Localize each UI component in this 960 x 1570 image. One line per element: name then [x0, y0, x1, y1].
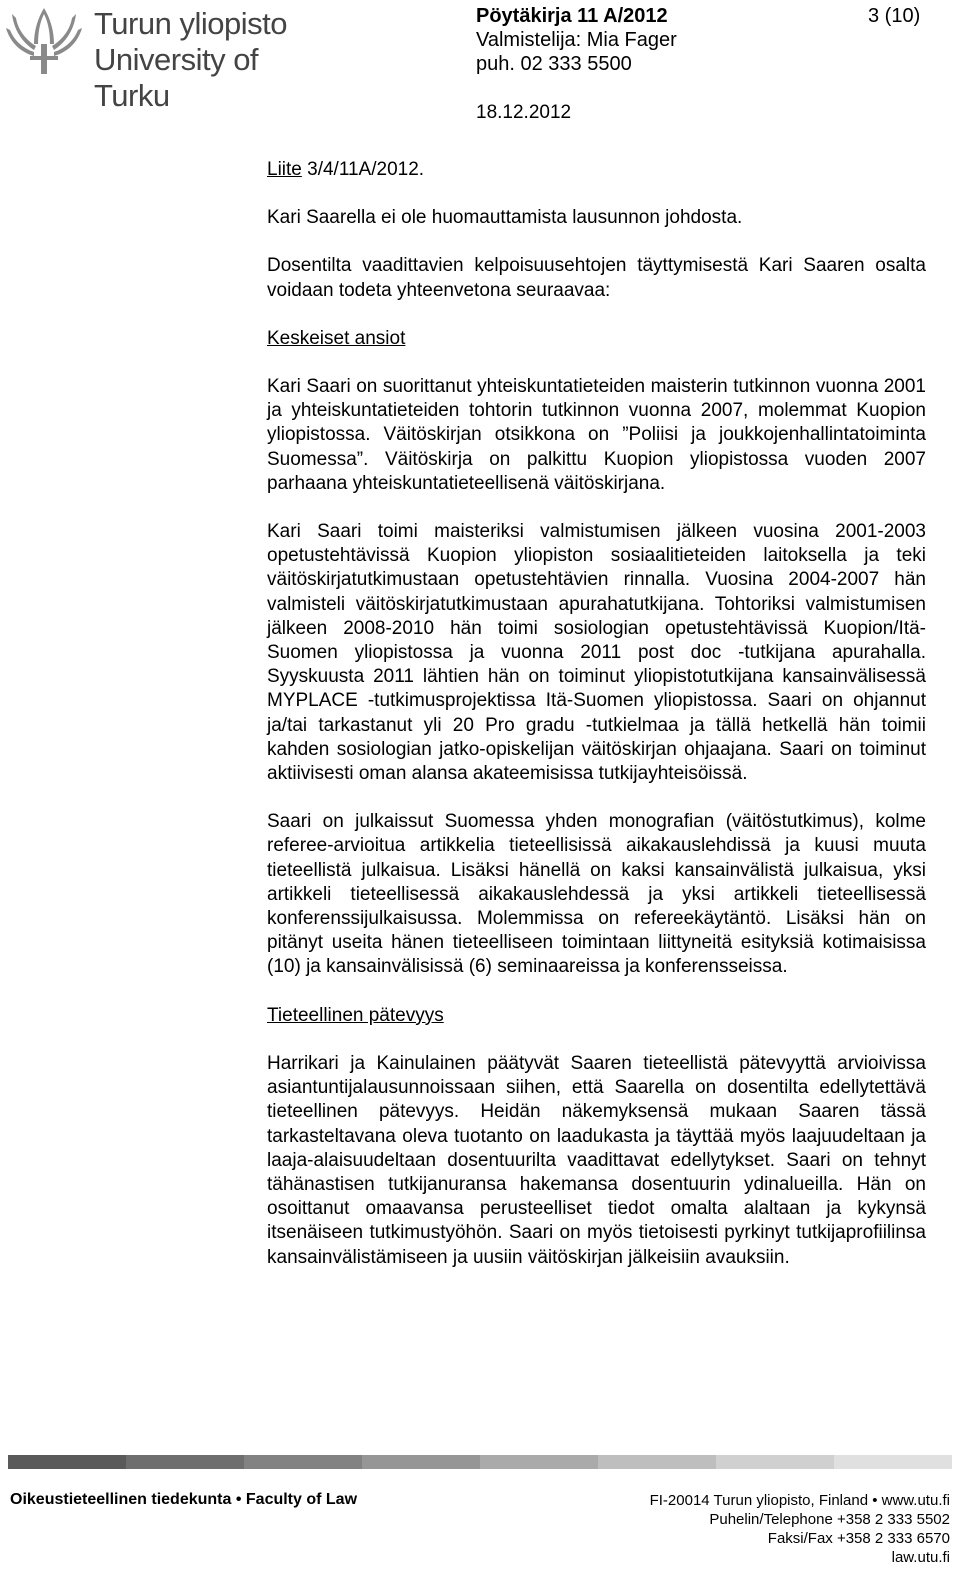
paragraph-4: Kari Saari toimi maisteriksi valmistumisen jälkeen vuosina 2001-2003 opetustehtävissä Kuopion yliopiston sosiaalitieteiden laitoksella ja teki väitöskirjatutkimustaan opetustehtävien rinnalla. Vuosina 2004-2007 hän valmisteli väitöskirjatutkimustaan apurahatutkijana. Tohtoriksi valmistumisen jälkeen 2008-2010 hän toimi sosiologian opetustehtävissä Kuopion/Itä-Suomen yliopistossa ja vuonna 2011 post doc -tutkijana apurahalla. Syyskuusta 2011 lähtien hän on toiminut yliopistotutkijana kansainvälisessä MYPLACE -tutkimusprojektissa Itä-Suomen yliopistossa. Saari on ohjannut ja/tai tarkastanut yli 20 Pro gradu -tutkielmaa ja tällä hetkellä hän toimii kahden sosiologian jatko-opiskelijan väitöskirjan ohjaajana. Saari on toiminut aktiivisesti oman alansa akateemisissa tutkijayhteisöissä.: [267, 521, 926, 785]
paragraph-2: Dosentilta vaadittavien kelpoisuusehtojen täyttymisestä Kari Saaren osalta voidaan todeta yhteenvetona seuraavaa:: [267, 255, 926, 301]
preparer: Valmistelija: Mia Fager: [476, 29, 677, 51]
footer-bar-segment: [362, 1455, 480, 1469]
heading-keskeiset-ansiot: Keskeiset ansiot: [267, 327, 406, 349]
footer-gradient-bar: [8, 1455, 952, 1469]
footer-bar-segment: [598, 1455, 716, 1469]
footer-fax: Faksi/Fax +358 2 333 6570: [767, 1530, 950, 1547]
document-date: 18.12.2012: [476, 102, 572, 123]
logo-line-1: Turun yliopisto: [94, 6, 287, 41]
page-number: 3 (10): [868, 5, 921, 27]
paragraph-6: Harrikari ja Kainulainen päätyvät Saaren tieteellistä pätevyyttä arvioivissa asiantuntijalausunnoissaan siihen, että Saarella on dosentilta edellytettävä tieteellinen pätevyys. Heidän näkemyksensä mukaan Saaren tässä tarkasteltavana oleva tuotanto on laadukasta ja täyttää myös laajuudeltaan ja laaja-alaisuudeltaan dosentuurilta vaadittavat edellytykset. Saari on tehnyt tähänastisen tutkijanuransa hakemansa dosentuurin ydinalueilla. Hän on osoittanut omaavansa perusteelliset tiedot omalta alaltaan ja kykynsä itsenäiseen tutkimustyöhön. Saari on myös tietoisesti pyrkinyt tutkijaprofiilinsa kansainvälistämiseen ja uusiin väitöskirjan jälkeisiin avauksiin.: [267, 1052, 926, 1268]
heading-tieteellinen-patevyys: Tieteellinen pätevyys: [267, 1004, 444, 1026]
paragraph-3: Kari Saari on suorittanut yhteiskuntatieteiden maisterin tutkinnon vuonna 2001 ja yhteiskuntatieteiden tohtorin tutkinnon vuonna 2007, molemmat Kuopion yliopistossa. Väitöskirjan otsikkona on ”Poliisi ja joukkojenhallintatoiminta Suomessa”. Väitöskirja on palkittu Kuopion yliopistossa vuoden 2007 parhaana yhteiskuntatieteellisenä väitöskirjana.: [267, 376, 926, 494]
footer-bar-segment: [716, 1455, 834, 1469]
footer-bar-segment: [8, 1455, 126, 1469]
attachment-link[interactable]: Liite: [267, 159, 302, 180]
document-body: [267, 158, 926, 1270]
university-logo: [4, 4, 304, 113]
attachment-reference: 3/4/11A/2012.: [301, 159, 425, 180]
footer-web[interactable]: law.utu.fi: [891, 1549, 950, 1566]
footer-faculty: Oikeustieteellinen tiedekunta • Faculty of Law: [10, 1491, 358, 1508]
footer-bar-segment: [480, 1455, 598, 1469]
logo-line-2: University of Turku: [94, 42, 259, 113]
header-info: [476, 4, 677, 76]
footer-phone: Puhelin/Telephone +358 2 333 5502: [709, 1511, 950, 1528]
logo-text: [94, 6, 304, 114]
footer-contact: [650, 1491, 950, 1567]
footer-bar-segment: [126, 1455, 244, 1469]
footer-address: FI-20014 Turun yliopisto, Finland • www.utu.fi: [649, 1492, 950, 1509]
paragraph-1: Kari Saarella ei ole huomauttamista lausunnon johdosta.: [267, 207, 743, 229]
university-emblem-icon: [4, 4, 84, 76]
footer-bar-segment: [834, 1455, 952, 1469]
paragraph-5: Saari on julkaissut Suomessa yhden monografian (väitöstutkimus), kolme referee-arvioitua artikkelia tieteellisissä aikakauslehdissä ja kuusi muuta tieteellistä julkaisua. Lisäksi hänellä on kaksi kansainvälistä julkaisua, yksi artikkeli tieteellisessä aikakauslehdessä ja yksi artikkeli tieteellisessä konferenssijulkaisussa. Molemmissa on refereekäytäntö. Lisäksi hän on pitänyt useita hänen tieteelliseen toimintaan liittyneitä esityksiä kotimaisissa (10) ja kansainvälisissä (6) seminaareissa ja konferensseissa.: [267, 811, 926, 978]
footer-bar-segment: [244, 1455, 362, 1469]
attachment-line: [267, 158, 926, 182]
preparer-phone: puh. 02 333 5500: [476, 53, 632, 75]
document-title: Pöytäkirja 11 A/2012: [476, 5, 668, 27]
